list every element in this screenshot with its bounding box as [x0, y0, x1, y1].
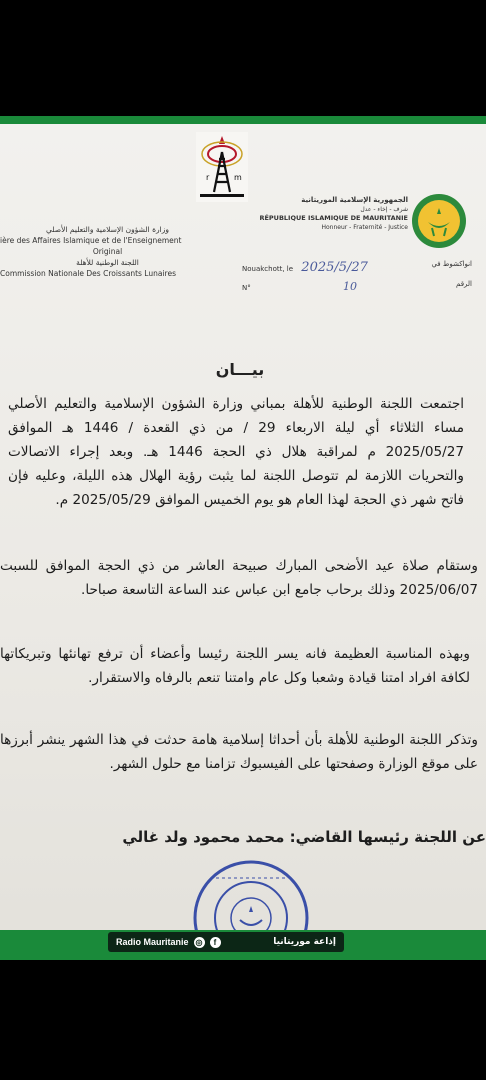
brand-name: Radio Mauritanie: [116, 937, 189, 947]
paragraph-3: وبهذه المناسبة العظيمة فانه يسر اللجنة رئيسا وأعضاء أن ترفع تهانئها وتبريكاتها لكافة افراد امتنا قيادة وشعبا وكل عام وامتنا تنعم بالرفاه والاستقرار.: [0, 646, 470, 686]
place-label: Nouakchott, le: [242, 265, 294, 273]
brand-arabic: إذاعة موريتانيا: [273, 937, 336, 947]
number-label: N°: [242, 284, 251, 292]
mauritania-seal-icon: [410, 192, 468, 250]
republic-arabic: الجمهورية الإسلامية الموريتانية: [301, 196, 408, 204]
svg-text:r: r: [206, 173, 210, 182]
statement-title: بيـــان: [215, 360, 265, 379]
top-green-bar: [0, 116, 486, 124]
signature-line: عن اللجنة رئيسها القاضي: محمد محمود ولد غالي: [122, 828, 486, 846]
paragraph-1: اجتمعت اللجنة الوطنية للأهلة بمباني وزارة الشؤون الإسلامية والتعليم الأصلي مساء الثلاثاء أي ليلة الاربعاء 29 / من ذي القعدة / 1446 هـ الموافق 2025/05/27 م لمراقبة هلال ذي الحجة 1446 هـ. وبعد إجراء الاتصالات والتحريات اللازمة لم تتوصل اللجنة لما يثبت رؤية الهلال هذه الليلة، وعليه فإن فاتح شهر ذي الحجة لهذا العام هو يوم الخميس الموافق 2025/05/29 م.: [8, 396, 464, 508]
ministry-french-cont: Original: [92, 247, 123, 256]
paragraph-4: وتذكر اللجنة الوطنية للأهلة بأن أحداثا إسلامية هامة حدثت في هذا الشهر ينشر أبرزها على موقع الوزارة وصفحتها على الفيسبوك تزامنا مع حلول الشهر.: [0, 732, 478, 772]
motto-french: Honneur - Fraternité - Justice: [321, 224, 408, 231]
handwritten-date: 2025/5/27: [301, 260, 368, 275]
radio-tower-logo: [196, 132, 248, 202]
date-row: [242, 260, 472, 275]
radio-mauritanie-banner: [108, 932, 344, 952]
svg-text:m: m: [234, 173, 242, 182]
commission-french: Commission Nationale Des Croissants Lunaires: [0, 269, 176, 278]
ministry-french: ière des Affaires Islamique et de l'Enseignement: [0, 236, 182, 245]
republic-header: [248, 196, 408, 232]
commission-arabic: اللجنة الوطنية للأهلة: [76, 258, 139, 267]
ministry-arabic: وزارة الشؤون الإسلامية والتعليم الأصلي: [46, 225, 169, 234]
arabic-date-label: انواكشوط في: [431, 260, 472, 268]
paragraph-2: وستقام صلاة عيد الأضحى المبارك صبيحة العاشر من ذي الحجة الموافق للسبت 2025/06/07 وذلك برحاب جامع ابن عباس عند الساعة التاسعة صباحا.: [0, 558, 478, 598]
globe-icon: ◎: [194, 937, 205, 948]
republic-french: RÉPUBLIQUE ISLAMIQUE DE MAURITANIE: [259, 214, 408, 222]
handwritten-number: 10: [342, 280, 357, 293]
facebook-icon: f: [210, 937, 221, 948]
motto-arabic: شرف - إخاء - عدل: [360, 206, 408, 213]
number-row: [242, 280, 472, 293]
document-photo: [0, 124, 486, 960]
ministry-header: [0, 224, 215, 279]
arabic-number-label: الرقم: [456, 280, 472, 288]
